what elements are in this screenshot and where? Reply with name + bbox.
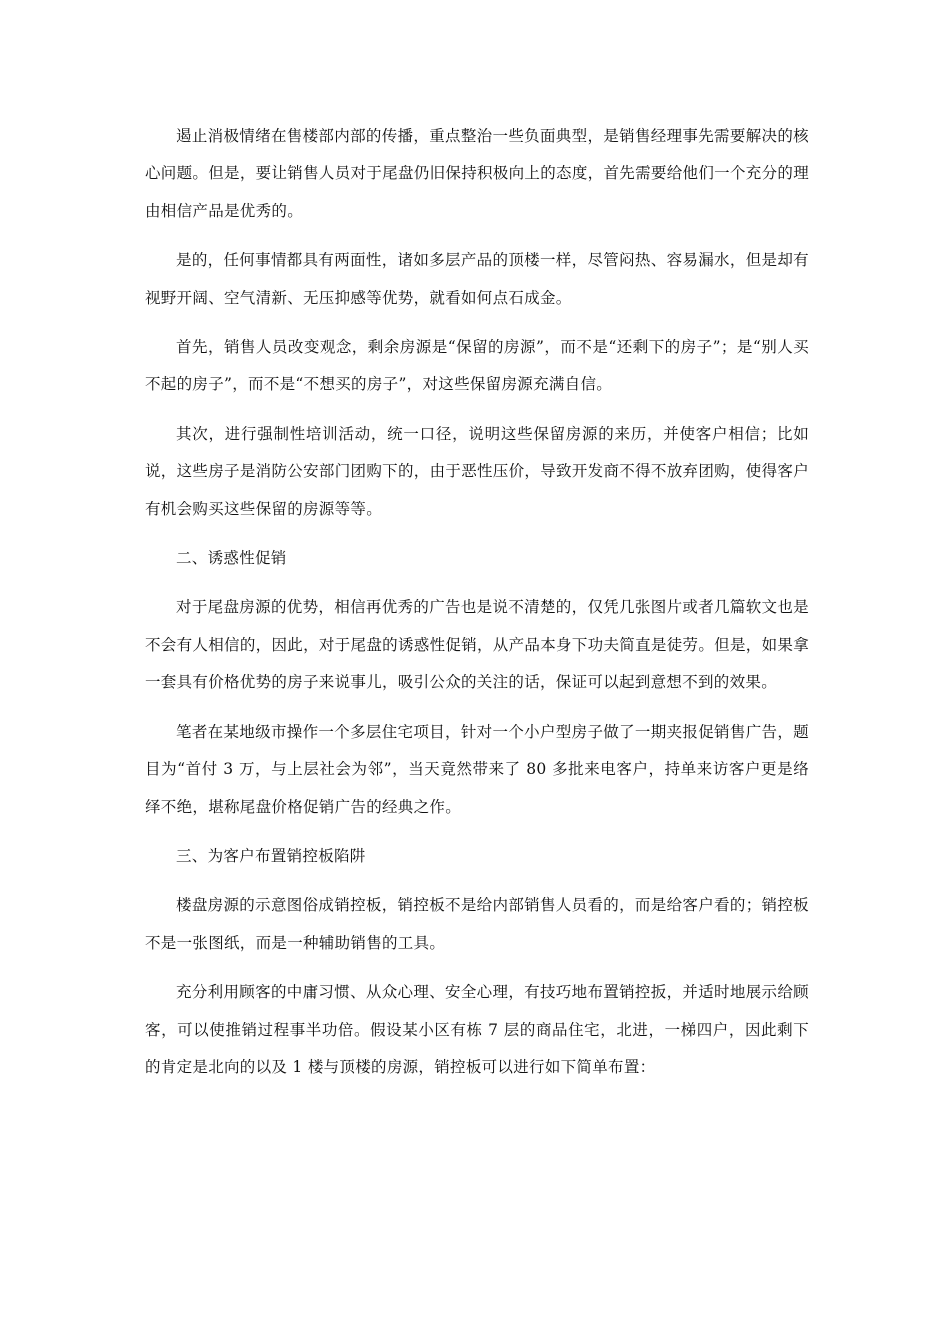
document-page <box>145 118 809 1098</box>
paragraph-1: 遏止消极情绪在售楼部内部的传播，重点整治一些负面典型，是销售经理事先需要解决的核心问题。但是，要让销售人员对于尾盘仍旧保持积极向上的态度，首先需要给他们一个充分的理由相信产品是优秀的。 <box>145 127 809 220</box>
paragraph-3: 首先，销售人员改变观念，剩余房源是“保留的房源”，而不是“还剩下的房子”；是“别人买不起的房子”，而不是“不想买的房子”，对这些保留房源充满自信。 <box>145 338 809 394</box>
section-heading-3: 三、为客户布置销控板陷阱 <box>176 846 366 865</box>
paragraph-8: 充分利用顾客的中庸习惯、从众心理、安全心理，有技巧地布置销控扳，并适时地展示给顾客，可以使推销过程事半功倍。假设某小区有栋 7 层的商品住宅，北进，一梯四户，因此剩下的肯定是北向的以及 1 楼与顶楼的房源，销控板可以进行如下简单布置： <box>145 983 809 1076</box>
section-heading-2: 二、诱惑性促销 <box>176 549 287 568</box>
paragraph-4: 其次，进行强制性培训活动，统一口径，说明这些保留房源的来历，并使客户相信；比如说，这些房子是消防公安部门团购下的，由于恶性压价，导致开发商不得不放弃团购，使得客户有机会购买这些保留的房源等等。 <box>145 424 809 518</box>
paragraph-7: 楼盘房源的示意图俗成销控板，销控板不是给内部销售人员看的，而是给客户看的；销控板不是一张图纸，而是一种辅助销售的工具。 <box>145 896 809 952</box>
paragraph-5: 对于尾盘房源的优势，相信再优秀的广告也是说不清楚的，仅凭几张图片或者几篇软文也是不会有人相信的，因此，对于尾盘的诱惑性促销，从产品本身下功夫简直是徒劳。但是，如果拿一套具有价格优势的房子来说事儿，吸引公众的关注的话，保证可以起到意想不到的效果。 <box>145 598 809 692</box>
paragraph-6: 笔者在某地级市操作一个多层住宅项目，针对一个小户型房子做了一期夹报促销售广告，题目为“首付 3 万，与上层社会为邻”，当天竟然带来了 80 多批来电客户，持单来访客户更是络绎不绝，堪称尾盘价格促销广告的经典之作。 <box>145 722 809 816</box>
paragraph-2: 是的，任何事情都具有两面性，诸如多层产品的顶楼一样，尽管闷热、容易漏水，但是却有视野开阔、空气清新、无压抑感等优势，就看如何点石成金。 <box>145 251 809 307</box>
